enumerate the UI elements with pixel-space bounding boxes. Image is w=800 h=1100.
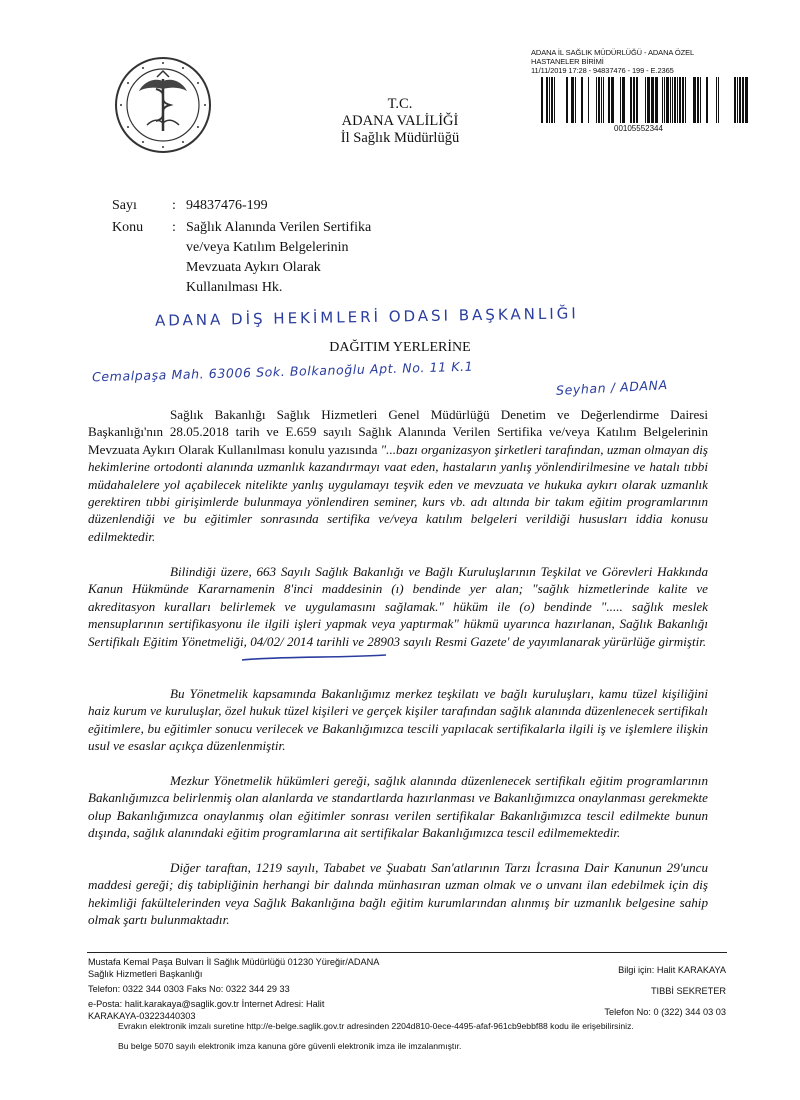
- ministry-seal-icon: [113, 55, 213, 155]
- paragraph-3-text: Bu Yönetmelik kapsamında Bakanlığımız merkez teşkilatı ve bağlı kuruluşları, kamu tüzel kişiliğini haiz kurum ve kuruluşlar, özel hukuk tüzel kişileri ve gerçek kişiler tarafından sağlık alanında düzenlenecek sertifikalı eğitimlere, bu eğitimler sonucu verilecek ve Bakanlığımızca tescili yapılacak sertifikalarla ilgili iş ve işlemlere ilişkin usul ve esaslar açıkça düzenlenmiştir.: [88, 686, 708, 754]
- barcode-bar: [636, 77, 638, 123]
- barcode-bar: [739, 77, 741, 123]
- barcode-bar: [581, 77, 583, 123]
- paragraph-4-text: Mezkur Yönetmelik hükümleri gereği, sağlık alanında düzenlenecek sertifikalı eğitim programlarının Bakanlığımızca belirlenmiş olan alanlarda ve standartlarda hazırlanması ve Bakanlığımızca onaylanması gerekmekte olup Bakanlığımızca onaylanmış olan eğitimler sonrası verilen sertifikalar Bakanlığımızca tescil edilmekte bunun dışında, sağlık alanındaki eğitim programlarına ait sertifikalar Bakanlığımızca tescil edilmemektedir.: [88, 773, 708, 841]
- barcode-bar: [575, 77, 576, 123]
- barcode-bar: [677, 77, 678, 123]
- footer-role: TIBBİ SEKRETER: [650, 986, 726, 996]
- barcode-bar: [737, 77, 738, 123]
- footer-divider: [87, 952, 727, 953]
- barcode-bar: [706, 77, 708, 123]
- paragraph-2: [88, 563, 708, 650]
- konu-label: Konu: [112, 220, 144, 235]
- barcode-bar: [588, 77, 589, 123]
- barcode-bar: [664, 77, 665, 123]
- paragraph-5-text: Diğer taraftan, 1219 sayılı, Tababet ve Şuabatı San'atlarının Tarzı İcrasına Dair Kanunun 29'uncu maddesi gereği; diş tabipliğinin herhangi bir dalında münhasıran uzman olmak ve o unvanı ilan edebilmek için diş hekimliği fakültelerinden veya Sağlık Bakanlığına bağlı eğitim kurumlarından alınmış bir uzmanlık belgesine sahip olmak şartı bulunmaktadır.: [88, 860, 708, 928]
- barcode-bar: [745, 77, 748, 123]
- paragraph-4: [88, 772, 708, 842]
- barcode-bar: [693, 77, 696, 123]
- barcode-number: 00105552344: [614, 124, 663, 133]
- barcode-bar: [598, 77, 600, 123]
- barcode-bar: [551, 77, 553, 123]
- paragraph-3: [88, 685, 708, 755]
- sayi-value: 94837476-199: [186, 198, 268, 213]
- barcode-header-line1: ADANA İL SAĞLIK MÜDÜRLÜĞÜ - ADANA ÖZEL: [531, 48, 695, 57]
- distribution-title: DAĞITIM YERLERİNE: [329, 340, 471, 355]
- barcode-bar: [700, 77, 701, 123]
- konu-line-1: Sağlık Alanında Verilen Sertifika: [186, 220, 372, 235]
- footer-email: e-Posta: halit.karakaya@saglik.gov.tr İnternet Adresi: Halit: [88, 999, 325, 1009]
- paragraph-5: [88, 859, 708, 929]
- konu-line-3: Mevzuata Aykırı Olarak: [186, 260, 321, 275]
- sayi-label: Sayı: [112, 198, 137, 213]
- header-directorate: İl Sağlık Müdürlüğü: [340, 130, 460, 146]
- barcode-bar: [685, 77, 686, 123]
- barcode-bar: [620, 77, 621, 123]
- barcode-bar: [611, 77, 614, 123]
- barcode-bar: [571, 77, 574, 123]
- barcode-bar: [566, 77, 568, 123]
- barcode-bar: [541, 77, 543, 123]
- paragraph-1-text: Sağlık Bakanlığı Sağlık Hizmetleri Genel Müdürlüğü Denetim ve Değerlendirme Dairesi Başkanlığı'nın 28.05.2018 tarih ve E.659 sayılı Sağlık Alanında Verilen Sertifika ve/veya Katılım Belgelerinin Mevzuata Aykırı Olarak Kullanılması konulu yazısında: [88, 407, 708, 457]
- barcode-bar: [546, 77, 548, 123]
- barcode-bar: [742, 77, 744, 123]
- barcode-bar: [674, 77, 676, 123]
- handwritten-address: Cemalpaşa Mah. 63006 Sok. Bolkanoğlu Apt. No. 11 K.1: [91, 358, 474, 385]
- sayi-colon: :: [172, 198, 176, 213]
- barcode-icon: [541, 77, 751, 123]
- paragraph-1-quote: "...bazı organizasyon şirketleri tarafından, uzman olmayan diş hekimlerine ortodonti alanında uzmanlık kazandırmayı vaat eden, hastaların yanlış yönlendirilmesine ve hatalı tıbbi müdahalelere yol açabilecek nitelikte yanlış uygulamayı teşvik eden ve mevzuata ve hukuka aykırı olarak uzmanlık gerektiren tıbbi girişimlerde bulunmaya yönlendiren seminer, kurs vb. adı altında bir takım eğitim programlarının düzenlendiği ve bu eğitimler sonrasında sertifika ve/veya katılım belgeleri verildiği hususları iddia konusu edilmektedir.: [88, 441, 708, 544]
- footer-email-2: KARAKAYA-03223440303: [88, 1011, 196, 1021]
- handwritten-underline: [240, 652, 390, 664]
- footer-phone-right: Telefon No: 0 (322) 344 03 03: [604, 1007, 726, 1017]
- barcode-bar: [603, 77, 604, 123]
- footer-law: Bu belge 5070 sayılı elektronik imza kanuna göre güvenli elektronik imza ile imzalanmıştır.: [118, 1041, 462, 1051]
- barcode-bar: [666, 77, 669, 123]
- footer-phone: Telefon: 0322 344 0303 Faks No: 0322 344 29 33: [88, 984, 290, 994]
- barcode-bar: [651, 77, 654, 123]
- barcode-bar: [679, 77, 681, 123]
- barcode-bar: [716, 77, 717, 123]
- barcode-bar: [734, 77, 736, 123]
- footer-dept: Sağlık Hizmetleri Başkanlığı: [88, 969, 203, 979]
- header-tc: T.C.: [387, 96, 413, 112]
- paragraph-1: [88, 406, 708, 545]
- barcode-bar: [672, 77, 673, 123]
- barcode-bar: [697, 77, 699, 123]
- barcode-bar: [670, 77, 671, 123]
- barcode-bar: [608, 77, 610, 123]
- barcode-bar: [622, 77, 625, 123]
- barcode-bar: [601, 77, 602, 123]
- barcode-header-line2: HASTANELER BİRİMİ: [531, 57, 604, 66]
- document-header: [300, 96, 500, 147]
- paragraph-2-text: Bilindiği üzere, 663 Sayılı Sağlık Bakanlığı ve Bağlı Kuruluşlarının Teşkilat ve Görevleri Hakkında Kanun Hükmünde Kararnamenin 8'inci maddesinin (ı) bendinde yer alan; "sağlık hizmetlerinde kalite ve akreditasyon kuralları belirlemek ve uygulamasını sağlamak." hüküm ile (o) bendinde "..... sağlık meslek mensuplarının sertifikasyonu ile ilgili işleri yapmak veya yaptırmak" hükmü uyarınca hazırlanan, Sağlık Bakanlığı Sertifikalı Eğitim Yönetmeliği, 04/02/ 2014 tarihli ve 28903 sayılı Resmi Gazete' de yayımlanarak yürürlüğe girmiştir.: [88, 564, 708, 649]
- barcode-bar: [645, 77, 646, 123]
- konu-colon: :: [172, 220, 176, 235]
- konu-row: [112, 218, 712, 298]
- handwritten-city: Seyhan / ADANA: [555, 377, 669, 398]
- footer-verify: Evrakın elektronik imzalı suretine http://e-belge.saglik.gov.tr adresinden 2204d810-0ece-4495-afaf-961cb9ebbf88 kodu ile erişebilirsiniz.: [118, 1021, 634, 1031]
- barcode-bar: [682, 77, 684, 123]
- barcode-bar: [718, 77, 719, 123]
- barcode-bar: [633, 77, 635, 123]
- header-governorship: ADANA VALİLİĞİ: [341, 113, 459, 129]
- barcode-bar: [630, 77, 632, 123]
- barcode-bar: [647, 77, 650, 123]
- footer-info: Bilgi için: Halit KARAKAYA: [618, 965, 726, 975]
- barcode-bar: [662, 77, 663, 123]
- barcode-bar: [554, 77, 555, 123]
- barcode-block: [531, 48, 756, 133]
- barcode-bar: [596, 77, 597, 123]
- konu-line-2: ve/veya Katılım Belgelerinin: [186, 240, 349, 255]
- footer-left: [88, 956, 448, 1022]
- handwritten-recipient: ADANA DİŞ HEKİMLERİ ODASI BAŞKANLIĞI: [154, 304, 579, 330]
- sayi-row: [112, 196, 712, 216]
- barcode-header-line3: 11/11/2019 17:28 - 94837476 - 199 - E.2365: [531, 66, 674, 75]
- footer-address: Mustafa Kemal Paşa Bulvarı İl Sağlık Müdürlüğü 01230 Yüreğir/ADANA: [88, 957, 380, 967]
- footer-right: [520, 964, 726, 1018]
- konu-line-4: Kullanılması Hk.: [186, 280, 283, 295]
- barcode-bar: [549, 77, 550, 123]
- barcode-bar: [655, 77, 658, 123]
